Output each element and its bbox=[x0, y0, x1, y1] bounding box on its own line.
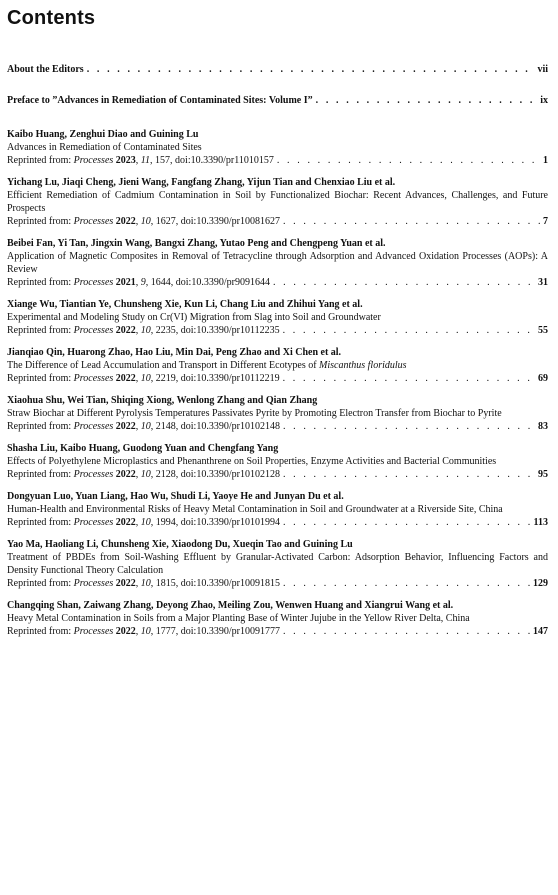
entry-title-text: Efficient Remediation of Cadmium Contamination in Soil by Functionalized Biochar: Recent Advances, Challenges, and Future Prospects bbox=[7, 190, 548, 214]
entry-journal: Processes bbox=[73, 626, 114, 637]
entry-authors: Xiaohua Shu, Wei Tian, Shiqing Xiong, Wenlong Zhang and Qian Zhang bbox=[7, 395, 318, 406]
entry-reference bbox=[7, 577, 548, 590]
dot-leader bbox=[283, 577, 531, 590]
reprint-prefix: Reprinted from: bbox=[7, 578, 72, 589]
entry-title bbox=[7, 612, 548, 625]
entry-reference bbox=[7, 154, 548, 167]
entry-volume: 10 bbox=[140, 469, 151, 480]
entry-title bbox=[7, 359, 548, 372]
entry-journal: Processes bbox=[73, 216, 114, 227]
entry-reference bbox=[7, 420, 548, 433]
entry-year: 2022 bbox=[115, 373, 136, 384]
entry-year: 2022 bbox=[115, 325, 136, 336]
front-item-page: ix bbox=[540, 95, 548, 106]
entry-page-number: 1 bbox=[543, 155, 548, 166]
entry-title bbox=[7, 250, 548, 276]
dot-leader bbox=[277, 154, 541, 167]
entry-doi: , 1644, doi:10.3390/pr9091644 bbox=[145, 277, 270, 288]
entry-title-text: Advances in Remediation of Contaminated Sites bbox=[7, 142, 202, 153]
entry-volume: 10 bbox=[140, 421, 151, 432]
entry-citation: Reprinted from: Processes 2022, 10, 2128, doi:10.3390/pr10102128 bbox=[7, 469, 280, 480]
entry-doi: , 2219, doi:10.3390/pr10112219 bbox=[150, 373, 280, 384]
entry-reference bbox=[7, 215, 548, 228]
entry-doi: , 157, doi:10.3390/pr11010157 bbox=[150, 155, 274, 166]
entry-page-number: 7 bbox=[543, 216, 548, 227]
entry-journal: Processes bbox=[73, 421, 114, 432]
toc-entry[interactable] bbox=[7, 346, 548, 385]
entry-title-text: Experimental and Modeling Study on Cr(VI) Migration from Slag into Soil and Groundwater bbox=[7, 312, 381, 323]
entry-page-number: 147 bbox=[533, 626, 548, 637]
entry-citation: Reprinted from: Processes 2021, 9, 1644, doi:10.3390/pr9091644 bbox=[7, 277, 270, 288]
entry-volume: 10 bbox=[140, 216, 151, 227]
dot-leader bbox=[283, 215, 541, 228]
front-item-label: Preface to ”Advances in Remediation of Contaminated Sites: Volume I” bbox=[7, 95, 313, 106]
entry-year: 2022 bbox=[115, 469, 136, 480]
entry-journal: Processes bbox=[73, 469, 114, 480]
entry-volume: 9 bbox=[140, 277, 146, 288]
entry-volume: 10 bbox=[140, 578, 151, 589]
entry-year: 2022 bbox=[115, 578, 136, 589]
dot-leader bbox=[283, 420, 536, 433]
reprint-prefix: Reprinted from: bbox=[7, 469, 72, 480]
entry-journal: Processes bbox=[73, 155, 114, 166]
entry-title-text: The Difference of Lead Accumulation and Transport in Different Ecotypes of bbox=[7, 360, 317, 371]
entry-reference bbox=[7, 468, 548, 481]
entry-doi: , 1777, doi:10.3390/pr10091777 bbox=[150, 626, 280, 637]
entry-citation: Reprinted from: Processes 2022, 10, 1815, doi:10.3390/pr10091815 bbox=[7, 578, 280, 589]
dot-leader bbox=[283, 372, 536, 385]
dot-leader bbox=[87, 63, 536, 76]
toc-entry[interactable] bbox=[7, 128, 548, 167]
reprint-prefix: Reprinted from: bbox=[7, 155, 72, 166]
entry-authors: Yichang Lu, Jiaqi Cheng, Jieni Wang, Fangfang Zhang, Yijun Tian and Chenxiao Liu et al. bbox=[7, 177, 396, 188]
toc-entry-list bbox=[7, 128, 548, 638]
entry-volume: 10 bbox=[140, 517, 151, 528]
entry-authors: Shasha Liu, Kaibo Huang, Guodong Yuan and Chengfang Yang bbox=[7, 443, 279, 454]
toc-front-item[interactable] bbox=[7, 94, 548, 107]
entry-title-italic: Miscanthus floridulus bbox=[319, 360, 407, 371]
entry-authors: Beibei Fan, Yi Tan, Jingxin Wang, Bangxi Zhang, Yutao Peng and Chengpeng Yuan et al. bbox=[7, 238, 386, 249]
entry-title bbox=[7, 189, 548, 215]
entry-title-text: Effects of Polyethylene Microplastics and Phenanthrene on Soil Properties, Enzyme Activities and Bacterial Communities bbox=[7, 456, 497, 467]
entry-journal: Processes bbox=[73, 578, 114, 589]
entry-title-text: Straw Biochar at Different Pyrolysis Temperatures Passivates Pyrite by Promoting Electron Transfer from Biochar to Pyrite bbox=[7, 408, 502, 419]
entry-volume: 10 bbox=[140, 626, 151, 637]
entry-title-text: Heavy Metal Contamination in Soils from a Major Planting Base of Winter Jujube in the Yellow River Delta, China bbox=[7, 613, 470, 624]
entry-year: 2022 bbox=[115, 626, 136, 637]
entry-journal: Processes bbox=[73, 277, 114, 288]
entry-journal: Processes bbox=[73, 325, 114, 336]
entry-authors: Changqing Shan, Zaiwang Zhang, Deyong Zhao, Meiling Zou, Wenwen Huang and Xiangrui Wang et al. bbox=[7, 600, 454, 611]
entry-page-number: 69 bbox=[538, 373, 548, 384]
entry-title bbox=[7, 551, 548, 577]
toc-entry[interactable] bbox=[7, 298, 548, 337]
entry-doi: , 1627, doi:10.3390/pr10081627 bbox=[150, 216, 280, 227]
toc-entry[interactable] bbox=[7, 490, 548, 529]
entry-page-number: 95 bbox=[538, 469, 548, 480]
entry-title bbox=[7, 455, 548, 468]
dot-leader bbox=[283, 625, 531, 638]
entry-year: 2022 bbox=[115, 517, 136, 528]
entry-year: 2022 bbox=[115, 421, 136, 432]
entry-citation: Reprinted from: Processes 2022, 10, 1994, doi:10.3390/pr10101994 bbox=[7, 517, 280, 528]
toc-entry[interactable] bbox=[7, 599, 548, 638]
toc-entry[interactable] bbox=[7, 176, 548, 228]
front-item-label: About the Editors bbox=[7, 64, 84, 75]
entry-reference bbox=[7, 276, 548, 289]
entry-citation: Reprinted from: Processes 2022, 10, 2235, doi:10.3390/pr10112235 bbox=[7, 325, 280, 336]
entry-reference bbox=[7, 324, 548, 337]
dot-leader bbox=[316, 94, 539, 107]
entry-citation: Reprinted from: Processes 2022, 10, 2219, doi:10.3390/pr10112219 bbox=[7, 373, 280, 384]
entry-doi: , 1815, doi:10.3390/pr10091815 bbox=[150, 578, 280, 589]
entry-title-text: Application of Magnetic Composites in Removal of Tetracycline through Adsorption and Advanced Oxidation Processes (AOPs): A Review bbox=[7, 251, 548, 275]
reprint-prefix: Reprinted from: bbox=[7, 517, 72, 528]
entry-title-text: Human-Health and Environmental Risks of Heavy Metal Contamination in Soil and Groundwater at a Riverside Site, China bbox=[7, 504, 503, 515]
dot-leader bbox=[283, 468, 536, 481]
entry-authors: Xiange Wu, Tiantian Ye, Chunsheng Xie, Kun Li, Chang Liu and Zhihui Yang et al. bbox=[7, 299, 363, 310]
toc-entry[interactable] bbox=[7, 538, 548, 590]
entry-reference bbox=[7, 625, 548, 638]
entry-doi: , 2235, doi:10.3390/pr10112235 bbox=[150, 325, 280, 336]
entry-volume: 11 bbox=[140, 155, 151, 166]
entry-reference bbox=[7, 516, 548, 529]
entry-page-number: 83 bbox=[538, 421, 548, 432]
entry-year: 2023 bbox=[115, 155, 136, 166]
entry-page-number: 31 bbox=[538, 277, 548, 288]
toc-entry[interactable] bbox=[7, 237, 548, 289]
entry-doi: , 2148, doi:10.3390/pr10102148 bbox=[150, 421, 280, 432]
entry-title bbox=[7, 407, 548, 420]
entry-volume: 10 bbox=[140, 373, 151, 384]
reprint-prefix: Reprinted from: bbox=[7, 373, 72, 384]
entry-title bbox=[7, 311, 548, 324]
reprint-prefix: Reprinted from: bbox=[7, 421, 72, 432]
toc-front-item[interactable] bbox=[7, 63, 548, 76]
dot-leader bbox=[283, 324, 536, 337]
entry-page-number: 55 bbox=[538, 325, 548, 336]
reprint-prefix: Reprinted from: bbox=[7, 216, 72, 227]
entry-citation: Reprinted from: Processes 2022, 10, 1627, doi:10.3390/pr10081627 bbox=[7, 216, 280, 227]
dot-leader bbox=[283, 516, 532, 529]
entry-page-number: 129 bbox=[533, 578, 548, 589]
entry-year: 2021 bbox=[115, 277, 136, 288]
entry-journal: Processes bbox=[73, 373, 114, 384]
entry-authors: Jianqiao Qin, Huarong Zhao, Hao Liu, Min Dai, Peng Zhao and Xi Chen et al. bbox=[7, 347, 342, 358]
reprint-prefix: Reprinted from: bbox=[7, 277, 72, 288]
entry-title bbox=[7, 503, 548, 516]
entry-citation: Reprinted from: Processes 2023, 11, 157, doi:10.3390/pr11010157 bbox=[7, 155, 274, 166]
reprint-prefix: Reprinted from: bbox=[7, 626, 72, 637]
dot-leader bbox=[273, 276, 536, 289]
entry-doi: , 2128, doi:10.3390/pr10102128 bbox=[150, 469, 280, 480]
entry-authors: Kaibo Huang, Zenghui Diao and Guining Lu bbox=[7, 129, 199, 140]
entry-volume: 10 bbox=[140, 325, 151, 336]
reprint-prefix: Reprinted from: bbox=[7, 325, 72, 336]
toc-entry[interactable] bbox=[7, 394, 548, 433]
entry-title bbox=[7, 141, 548, 154]
entry-journal: Processes bbox=[73, 517, 114, 528]
entry-authors: Dongyuan Luo, Yuan Liang, Hao Wu, Shudi Li, Yaoye He and Junyan Du et al. bbox=[7, 491, 344, 502]
entry-page-number: 113 bbox=[533, 517, 548, 528]
entry-authors: Yao Ma, Haoliang Li, Chunsheng Xie, Xiaodong Du, Xueqin Tao and Guining Lu bbox=[7, 539, 353, 550]
entry-year: 2022 bbox=[115, 216, 136, 227]
entry-reference bbox=[7, 372, 548, 385]
front-item-page: vii bbox=[537, 64, 548, 75]
entry-citation: Reprinted from: Processes 2022, 10, 2148, doi:10.3390/pr10102148 bbox=[7, 421, 280, 432]
entry-title-text: Treatment of PBDEs from Soil-Washing Effluent by Granular-Activated Carbon: Adsorption Behavior, Influencing Factors and Density Functional Theory Calculation bbox=[7, 552, 548, 576]
toc-entry[interactable] bbox=[7, 442, 548, 481]
entry-doi: , 1994, doi:10.3390/pr10101994 bbox=[150, 517, 280, 528]
entry-citation: Reprinted from: Processes 2022, 10, 1777, doi:10.3390/pr10091777 bbox=[7, 626, 280, 637]
contents-heading: Contents bbox=[7, 7, 96, 29]
